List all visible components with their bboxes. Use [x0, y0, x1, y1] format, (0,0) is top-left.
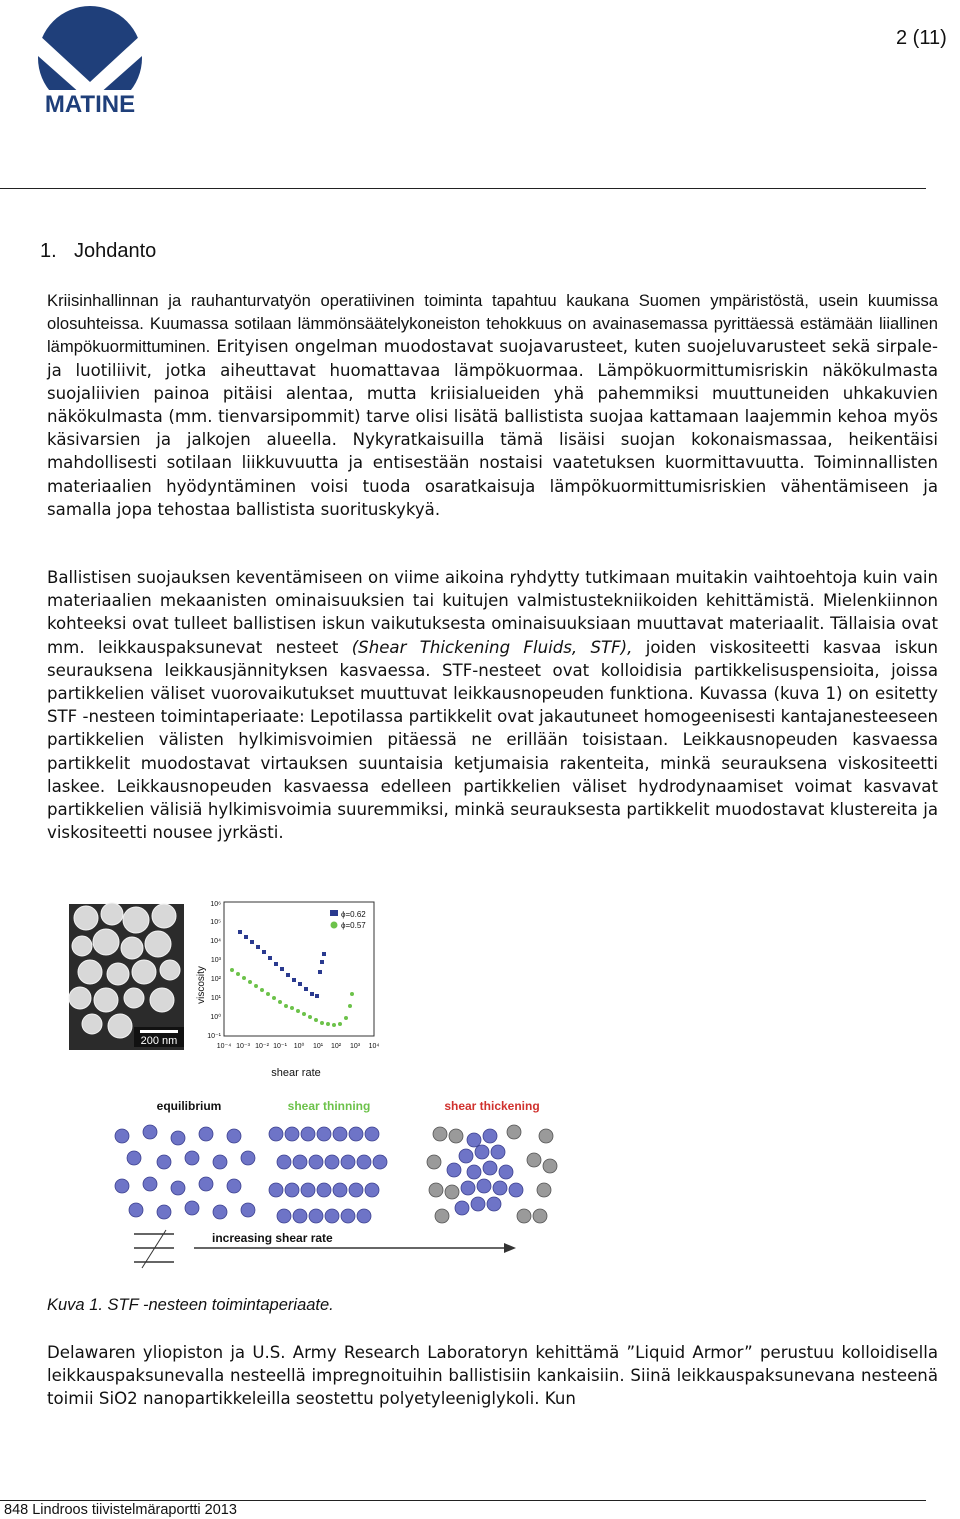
paragraph-1-part-b: Erityisen ongelman muodostavat suojavarusteet, kuten suojeluvarusteet sekä sirpale- ja luotiliivit, jotka aiheuttavat huomattavaa lämpökuormaa. Lämpökuormittumisriskin näkökulmasta suojaliivien painoa pitäisi alentaa, mutta kriisialueiden yhä pahemmiksi muuttuneiden uhkakuvien näkökulmasta (mm. tienvarsipommit) tarve olisi lisätä ballistista suojaa kattamaan laajemmin kehoa myös käsivarsien ja jalkojen alueella. Nykyratkaisuilla tämä lisäisi suojan kokonaismassaa, heikentäisi mahdollisesti sotilaan liikkuvuutta ja entisestään nostaisi vaatetuksen kuormittavuutta. Toiminnallisten materiaalien hyödyntäminen voisi tuoda osaratkaisuja lämpökuormittumisriskien vähentämiseen ja samalla jopa tehostaa ballistista suorituskykyä. — [47, 337, 938, 519]
x-axis-label: shear rate — [271, 1067, 321, 1079]
series-phi-0.62 — [238, 930, 326, 998]
legend-entry: ϕ=0.62 — [341, 910, 366, 919]
x-tick-label: 10² — [330, 1043, 342, 1050]
scale-bar-label: 200 nm — [140, 1035, 178, 1047]
paragraph-2 — [47, 566, 938, 844]
x-tick-label: 10⁻⁴ — [216, 1043, 232, 1050]
y-tick-label: 10² — [210, 976, 221, 983]
paragraph-1 — [47, 289, 938, 521]
shear-thinning-particles — [269, 1127, 387, 1223]
y-tick-label: 10⁶ — [210, 901, 221, 908]
y-tick-label: 10⁵ — [210, 919, 221, 926]
paragraph-2-emphasis: (Shear Thickening Fluids, STF), — [351, 637, 633, 657]
paragraph-1-part-a: Kriisinhallinnan ja rauhanturvatyön operatiivinen toiminta tapahtuu kaukana Suomen ympäristöstä, usein kuumissa olosuhteissa. Kuumassa sotilaan lämmönsäätelykoneiston tehokkuus on avainasemassa pyrittäessä estämään liiallinen lämpökuormittuminen. — [47, 291, 938, 357]
section-number: 1. — [40, 240, 57, 262]
x-tick-label: 10⁻² — [255, 1043, 269, 1050]
x-tick-label: 10³ — [349, 1043, 361, 1050]
x-tick-label: 10¹ — [312, 1043, 324, 1050]
x-tick-label: 10⁻¹ — [273, 1043, 287, 1050]
y-axis-label: viscosity — [196, 966, 207, 1004]
footer-divider — [0, 1500, 926, 1501]
y-tick-label: 10⁰ — [210, 1014, 221, 1021]
logo-text: MATINE — [44, 91, 136, 116]
x-tick-label: 10⁰ — [293, 1043, 305, 1050]
paragraph-2-part-a: Ballistisen suojauksen keventämiseen on viime aikoina ryhdytty tutkimaan muitakin vaihtoehtoja kuin vain materiaalien mekaanisten ominaisuuksien tai kuitujen valmistustekniikoiden kehittämistä. Mielenkiinnon kohteeksi ovat tulleet ballistisen iskun vaikutuksesta ominaisuuksiaan muuttavat materiaalit. Tällaisia ovat mm. leikkauspaksunevat nesteet — [47, 568, 938, 657]
footer-text: 848 Lindroos tiivistelmäraportti 2013 — [4, 1502, 237, 1518]
section-heading — [40, 240, 156, 263]
page-number: 2 (11) — [896, 27, 947, 49]
matine-logo — [20, 4, 160, 116]
legend-entry: ϕ=0.57 — [341, 921, 366, 930]
state-label-shear-thinning: shear thinning — [287, 1099, 371, 1113]
micrograph-image — [69, 903, 184, 1050]
state-label-shear-thickening: shear thickening — [444, 1099, 540, 1113]
section-title: Johdanto — [74, 240, 157, 262]
legend — [330, 910, 366, 930]
x-tick-label: 10⁻³ — [236, 1043, 250, 1050]
state-label-equilibrium: equilibrium — [156, 1099, 222, 1113]
x-tick-label: 10⁴ — [368, 1043, 380, 1050]
header-divider — [0, 188, 926, 189]
paragraph-2-part-b: joiden viskositeetti kasvaa iskun seurauksena leikkausjännityksen kasvaessa. STF-nesteet ovat kolloidisia partikkelisuspensioita, joissa partikkelien väliset vuorovaikutukset muuttuvat leikkausnopeuden funktiona. Kuvassa (kuva 1) on esitetty STF -nesteen toimintaperiaate: Lepotilassa partikkelit ovat jakautuneet homogeenisesti kantajanesteeseen partikkelien välisten hylkimisvoimien pitäessä ne erillään toisistaan. Leikkausnopeuden kasvaessa partikkelit muodostavat virtauksen suuntaisia ketjumaisia rakenteita, minkä seurauksena viskositeetti laskee. Leikkausnopeuden kasvaessa edelleen partikkelien väliset hydrodynaamiset voimat kasvavat partikkelien välisiä hylkimisvoimia suuremmiksi, minkä seurauksesta partikkelit muodostavat klustereita ja viskositeetti nousee jyrkästi. — [47, 637, 938, 843]
y-tick-label: 10¹ — [210, 995, 221, 1002]
stf-figure — [64, 890, 564, 1272]
y-tick-label: 10³ — [210, 957, 221, 964]
y-tick-label: 10⁻¹ — [207, 1033, 221, 1040]
equilibrium-particles — [115, 1125, 255, 1219]
figure-caption: Kuva 1. STF -nesteen toimintaperiaate. — [47, 1296, 334, 1314]
arrow-label: increasing shear rate — [212, 1231, 333, 1245]
paragraph-3: Delawaren yliopiston ja U.S. Army Research Laboratoryn kehittämä ”Liquid Armor” perustuu kolloidisella leikkauspaksunevalla nesteellä impregnoituihin ballistisiin kankaisiin. Siinä leikkauspaksunevana nesteenä toimii SiO2 nanopartikkeleilla seostettu polyetyleeniglykoli. Kun — [47, 1343, 938, 1409]
x-ticks — [217, 1042, 380, 1050]
shear-rate-arrow — [134, 1230, 516, 1268]
y-tick-label: 10⁴ — [210, 938, 221, 945]
y-ticks — [207, 901, 221, 1040]
shear-thickening-particles — [427, 1125, 557, 1223]
viscosity-plot — [196, 901, 379, 1079]
series-phi-0.57 — [230, 968, 354, 1027]
